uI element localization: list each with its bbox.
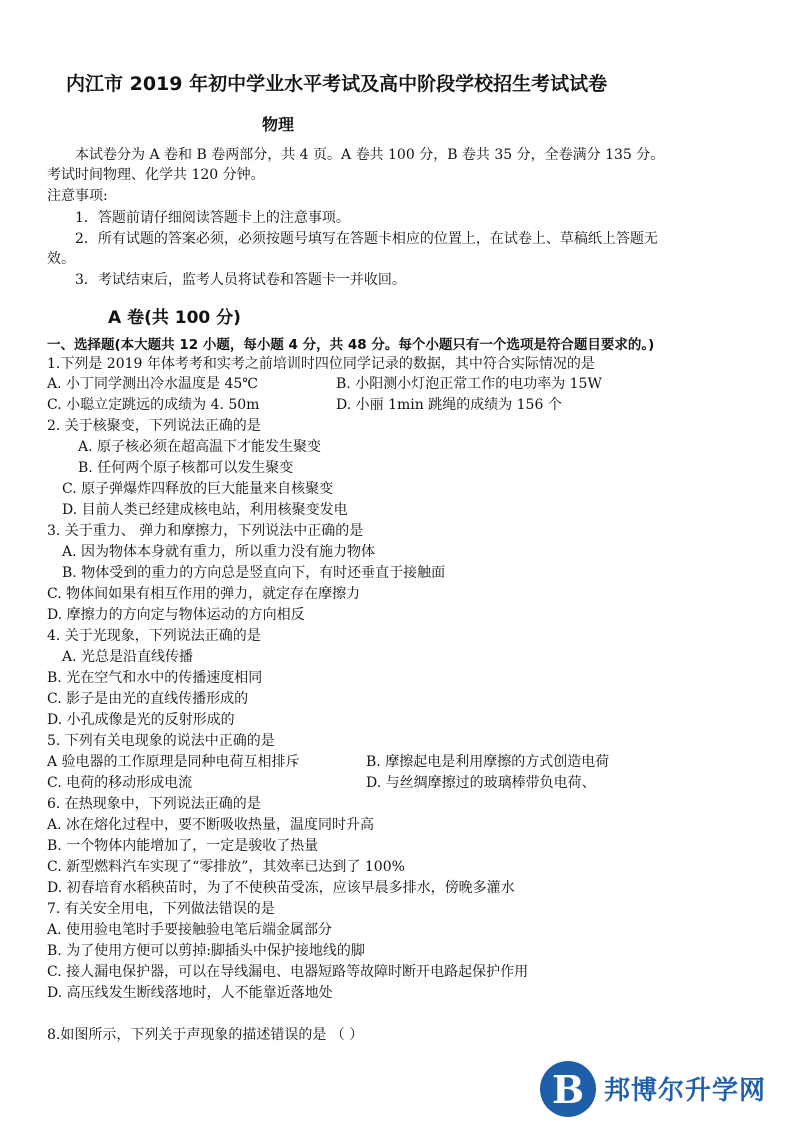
question-3-option-b: B. 物体受到的重力的方向总是竖直向下，有时还垂直于接触面 <box>62 565 446 581</box>
question-4-stem: 4. 关于光现象，下列说法正确的是 <box>47 628 261 644</box>
question-6-option-a: A. 冰在熔化过程中，要不断吸收热量，温度同时升高 <box>47 817 375 833</box>
question-3-option-c: C. 物体间如果有相互作用的弹力，就定存在摩擦力 <box>47 586 361 602</box>
question-3-stem: 3. 关于重力、 弹力和摩擦力，下列说法中正确的是 <box>47 523 364 539</box>
section-title: A 卷(共 100 分) <box>108 308 241 328</box>
logo-b-icon <box>540 1061 596 1117</box>
notes-label: 注意事项: <box>47 188 108 204</box>
section-heading: 一、选择题(本大题共 12 小题，每小题 4 分，共 48 分。每个小题只有一个选项是符合题目要求的。) <box>47 337 655 353</box>
subject-title: 物理 <box>262 115 295 134</box>
question-7-option-a: A. 使用验电笔时手要接触验电笔后端金属部分 <box>47 922 333 938</box>
question-1-stem: 1.下列是 2019 年体考考和实考之前培训时四位同学记录的数据，其中符合实际情况的是 <box>47 356 595 372</box>
intro-line-2: 考试时间物理、化学共 120 分钟。 <box>47 167 265 183</box>
site-logo <box>540 1058 780 1118</box>
question-7-option-c: C. 接人漏电保护器，可以在导线漏电、电器短路等故障时断开电路起保护作用 <box>47 964 529 980</box>
question-8-stem: 8.如图所示，下列关于声现象的描述错误的是 （ ） <box>47 1027 364 1043</box>
question-2-stem: 2. 关于核聚变，下列说法正确的是 <box>47 418 261 434</box>
question-6-option-c: C. 新型燃料汽车实现了“零排放”，其效率已达到了 100% <box>47 859 405 875</box>
question-6-stem: 6. 在热现象中，下列说法正确的是 <box>47 796 261 812</box>
question-7-stem: 7. 有关安全用电，下列做法错误的是 <box>47 901 275 917</box>
question-7-option-b: B. 为了使用方便可以剪掉:脚插头中保护接地线的脚 <box>47 943 365 959</box>
question-6-option-d: D. 初春培育水稻秧苗时，为了不使秧苗受冻，应该早晨多排水，傍晚多灌水 <box>47 880 515 896</box>
question-1-option-b: B. 小阳测小灯泡正常工作的电功率为 15W <box>336 376 602 392</box>
intro-line-1: 本试卷分为 A 卷和 B 卷两部分，共 4 页。A 卷共 100 分，B 卷共 35 分，全卷满分 135 分。 <box>75 147 665 163</box>
question-1-option-d: D. 小丽 1min 跳绳的成绩为 156 个 <box>336 397 562 413</box>
question-5-option-d: D. 与丝绸摩擦过的玻璃棒带负电荷、 <box>366 775 596 791</box>
logo-text: 邦博尔升学网 <box>604 1076 767 1106</box>
question-3-option-a: A. 因为物体本身就有重力，所以重力没有施力物体 <box>62 544 376 560</box>
question-5-option-a: A 验电器的工作原理是同种电荷互相排斥 <box>47 754 300 770</box>
question-2-option-a: A. 原子核必须在超高温下才能发生聚变 <box>78 439 322 455</box>
question-5-option-c: C. 电荷的移动形成电流 <box>47 775 193 791</box>
question-4-option-a: A. 光总是沿直线传播 <box>62 649 194 665</box>
question-5-stem: 5. 下列有关电现象的说法中正确的是 <box>47 733 275 749</box>
exam-title: 内江市 2019 年初中学业水平考试及高中阶段学校招生考试试卷 <box>66 73 608 95</box>
question-7-option-d: D. 高压线发生断线落地时，人不能靠近落地处 <box>47 985 333 1001</box>
question-4-option-d: D. 小孔成像是光的反射形成的 <box>47 712 235 728</box>
question-4-option-b: B. 光在空气和水中的传播速度相同 <box>47 670 263 686</box>
note-2: 2．所有试题的答案必须，必须按题号填写在答题卡相应的位置上，在试卷上、草稿纸上答题无 <box>75 231 658 247</box>
logo-mark: B <box>551 1067 585 1112</box>
question-6-option-b: B. 一个物体内能增加了，一定是骏收了热量 <box>47 838 319 854</box>
question-2-option-b: B. 任何两个原子核都可以发生聚变 <box>78 460 294 476</box>
note-2-cont: 效。 <box>47 251 75 267</box>
question-2-option-c: C. 原子弹爆炸四释放的巨大能量来自核聚变 <box>62 481 334 497</box>
question-5-option-b: B. 摩擦起电是利用摩擦的方式创造电荷 <box>366 754 610 770</box>
question-1-option-c: C. 小聪立定跳远的成绩为 4. 50m <box>47 397 260 413</box>
note-1: 1．答题前请仔细阅读答题卡上的注意事项。 <box>75 210 350 226</box>
question-3-option-d: D. 摩擦力的方向定与物体运动的方向相反 <box>47 607 305 623</box>
question-4-option-c: C. 影子是由光的直线传播形成的 <box>47 691 249 707</box>
note-3: 3．考试结束后，监考人员将试卷和答题卡一并收回。 <box>75 272 406 288</box>
question-2-option-d: D. 目前人类已经建成核电站，利用核聚变发电 <box>62 502 348 518</box>
question-1-option-a: A. 小丁同学测出冷水温度是 45℃ <box>47 376 258 392</box>
